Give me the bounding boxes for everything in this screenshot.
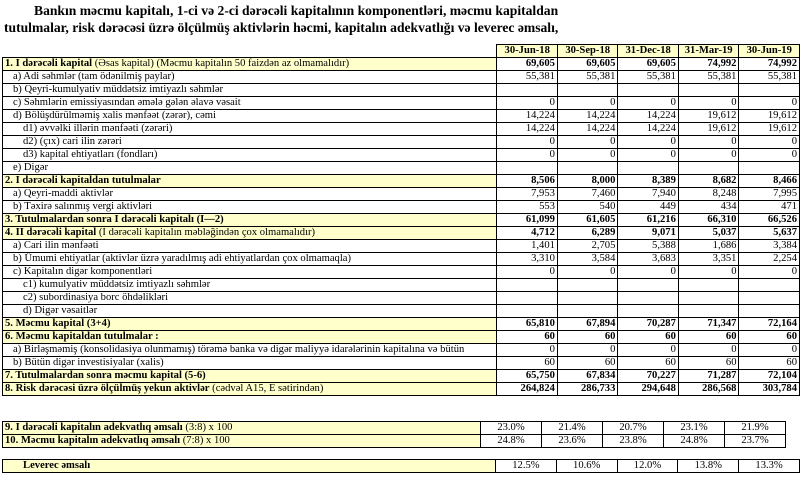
row-label: [3, 84, 497, 97]
row-label-bold: Leverec əmsalı: [23, 460, 91, 471]
row-label-bold: 7. Tutulmalardan sonra məcmu kapital (5-6): [5, 370, 206, 381]
value-cell: 286,568: [678, 383, 739, 396]
row-label: [3, 227, 497, 240]
value-cell: 0: [739, 344, 800, 357]
row-label: [3, 201, 497, 214]
row-label: [3, 162, 497, 175]
row-label: [3, 136, 497, 149]
value-cell: 0: [618, 149, 678, 162]
row-label: [3, 460, 496, 473]
value-cell: 60: [557, 331, 617, 344]
value-cell: 0: [557, 344, 617, 357]
value-cell: 2,705: [557, 240, 617, 253]
value-cell: 303,784: [739, 383, 800, 396]
row-label: [3, 188, 497, 201]
value-cell: 23.8%: [603, 435, 664, 448]
value-cell: 14,224: [497, 123, 557, 136]
value-cell: [557, 162, 617, 175]
title-line-1: Bankın məcmu kapitalı, 1-ci və 2-ci dərəcəli kapitalının komponentləri, məcmu kapitaldan: [34, 3, 559, 18]
row-label: [3, 97, 497, 110]
row-label-text: c) Səhmlərin emissiyasından əmələ gələn əlavə vəsait: [13, 97, 241, 108]
section-row: [3, 370, 800, 383]
value-cell: 8,466: [739, 175, 800, 188]
value-cell: 294,648: [618, 383, 678, 396]
row-label-text: c) Kapitalın digər komponentləri: [13, 266, 153, 277]
value-cell: [557, 305, 617, 318]
row-label-text: (Əsas kapital) (Məcmu kapitalın 50 faizdən az olmamalıdır): [92, 58, 350, 69]
value-cell: 0: [739, 136, 800, 149]
section-row: [3, 331, 800, 344]
value-cell: [739, 292, 800, 305]
row-label: [3, 292, 497, 305]
table-row: [3, 162, 800, 175]
value-cell: 71,347: [678, 318, 739, 331]
table-row: [3, 253, 800, 266]
table-row: [3, 266, 800, 279]
table-row: [3, 136, 800, 149]
row-label-bold: 4. II dərəcəli kapital: [5, 227, 97, 238]
value-cell: 471: [739, 201, 800, 214]
report-title: [4, 2, 794, 36]
row-label-bold: 8. Risk dərəcəsi üzrə ölçülmüş yekun aktivlər: [5, 383, 210, 394]
ratio-row: [3, 435, 786, 448]
row-label-text: a) Qeyri-maddi aktivlər: [13, 188, 114, 199]
value-cell: 3,351: [678, 253, 739, 266]
value-cell: 60: [678, 331, 739, 344]
value-cell: 70,287: [618, 318, 678, 331]
value-cell: 69,605: [557, 58, 617, 71]
value-cell: 0: [557, 136, 617, 149]
value-cell: 23.1%: [664, 422, 725, 435]
value-cell: 0: [678, 344, 739, 357]
value-cell: 449: [618, 201, 678, 214]
row-label-text: d3) kapital ehtiyatları (fondları): [23, 149, 158, 160]
table-row: [3, 84, 800, 97]
row-label-bold: 1. I dərəcəli kapital: [5, 58, 93, 69]
table-row: [3, 149, 800, 162]
value-cell: [678, 84, 739, 97]
value-cell: 19,612: [678, 110, 739, 123]
row-label: [3, 253, 497, 266]
value-cell: 19,612: [739, 110, 800, 123]
row-label-bold: 3. Tutulmalardan sonra I dərəcəli kapitalı (I—2): [5, 214, 224, 225]
value-cell: 24.8%: [481, 435, 542, 448]
row-label-text: (7:8) x 100: [180, 435, 230, 446]
value-cell: 0: [557, 149, 617, 162]
table-row: [3, 240, 800, 253]
table-row: [3, 292, 800, 305]
row-label: [3, 149, 497, 162]
value-cell: 13.8%: [678, 460, 739, 473]
row-label-text: d) Bölüşdürülməmiş xalis mənfəət (zərər), cəmi: [13, 110, 216, 121]
row-label: [3, 370, 497, 383]
table-row: [3, 279, 800, 292]
value-cell: 0: [678, 97, 739, 110]
table-row: [3, 110, 800, 123]
value-cell: 60: [739, 331, 800, 344]
leverage-row: [3, 460, 800, 473]
value-cell: 0: [497, 149, 557, 162]
value-cell: 0: [618, 97, 678, 110]
row-label: [3, 214, 497, 227]
value-cell: 264,824: [497, 383, 557, 396]
value-cell: 7,995: [739, 188, 800, 201]
value-cell: 1,686: [678, 240, 739, 253]
value-cell: 55,381: [739, 71, 800, 84]
value-cell: 69,605: [497, 58, 557, 71]
value-cell: [557, 84, 617, 97]
column-header: 30-Sep-18: [557, 45, 617, 58]
row-label-text: b) Təxirə salınmış vergi aktivləri: [13, 201, 153, 212]
value-cell: 0: [557, 266, 617, 279]
value-cell: 70,227: [618, 370, 678, 383]
value-cell: 12.0%: [617, 460, 678, 473]
value-cell: 14,224: [557, 123, 617, 136]
column-header: 31-Mar-19: [678, 45, 739, 58]
value-cell: 8,682: [678, 175, 739, 188]
section-row: [3, 227, 800, 240]
value-cell: 69,605: [618, 58, 678, 71]
value-cell: 66,526: [739, 214, 800, 227]
value-cell: [618, 279, 678, 292]
value-cell: 0: [497, 344, 557, 357]
leverage-table: [2, 459, 800, 473]
value-cell: 67,894: [557, 318, 617, 331]
value-cell: [557, 292, 617, 305]
value-cell: [618, 162, 678, 175]
value-cell: 72,104: [739, 370, 800, 383]
value-cell: 0: [739, 149, 800, 162]
value-cell: [678, 292, 739, 305]
value-cell: 9,071: [618, 227, 678, 240]
row-label: [3, 318, 497, 331]
value-cell: 3,683: [618, 253, 678, 266]
value-cell: 8,248: [678, 188, 739, 201]
value-cell: 540: [557, 201, 617, 214]
table-row: [3, 344, 800, 357]
value-cell: 19,612: [739, 123, 800, 136]
value-cell: 4,712: [497, 227, 557, 240]
value-cell: [618, 84, 678, 97]
value-cell: 19,612: [678, 123, 739, 136]
value-cell: [678, 305, 739, 318]
column-header-row: [3, 45, 800, 58]
value-cell: 72,164: [739, 318, 800, 331]
value-cell: [618, 292, 678, 305]
value-cell: 10.6%: [556, 460, 617, 473]
value-cell: 23.7%: [725, 435, 786, 448]
value-cell: 12.5%: [496, 460, 557, 473]
table-row: [3, 201, 800, 214]
value-cell: 13.3%: [739, 460, 800, 473]
value-cell: 60: [678, 357, 739, 370]
value-cell: 0: [497, 136, 557, 149]
value-cell: 55,381: [678, 71, 739, 84]
value-cell: 0: [618, 344, 678, 357]
value-cell: 8,506: [497, 175, 557, 188]
row-label-text: c1) kumulyativ müddətsiz imtiyazlı səhmlər: [23, 279, 211, 290]
row-label-text: (I dərəcəli kapitalın məbləğindən çox olmamalıdır): [96, 227, 316, 238]
value-cell: 24.8%: [664, 435, 725, 448]
row-label: [3, 266, 497, 279]
section-row: [3, 58, 800, 71]
table-row: [3, 305, 800, 318]
table-row: [3, 97, 800, 110]
value-cell: 8,000: [557, 175, 617, 188]
value-cell: [497, 305, 557, 318]
value-cell: 0: [739, 97, 800, 110]
value-cell: 3,384: [739, 240, 800, 253]
section-row: [3, 214, 800, 227]
row-label-text: a) Adi səhmlər (tam ödənilmiş paylar): [13, 71, 175, 82]
value-cell: 0: [678, 266, 739, 279]
value-cell: 23.0%: [481, 422, 542, 435]
value-cell: 14,224: [618, 123, 678, 136]
value-cell: 60: [497, 331, 557, 344]
value-cell: 71,287: [678, 370, 739, 383]
value-cell: 6,289: [557, 227, 617, 240]
value-cell: 7,940: [618, 188, 678, 201]
column-header: 31-Dec-18: [618, 45, 678, 58]
ratio-row: [3, 422, 786, 435]
row-label: [3, 357, 497, 370]
row-label-bold: 2. I dərəcəli kapitaldan tutulmalar: [5, 175, 161, 186]
row-label: [3, 383, 497, 396]
value-cell: 74,992: [678, 58, 739, 71]
row-label-text: (cədvəl A15, E sətirindən): [209, 383, 324, 394]
capital-table: [2, 44, 800, 396]
value-cell: 65,750: [497, 370, 557, 383]
row-label-bold: 6. Məcmu kapitaldan tutulmalar :: [5, 331, 159, 342]
value-cell: [497, 162, 557, 175]
value-cell: 60: [618, 331, 678, 344]
value-cell: 8,389: [618, 175, 678, 188]
row-label: [3, 435, 481, 448]
value-cell: 0: [678, 149, 739, 162]
row-label-text: d1) əvvəlki illərin mənfəəti (zərəri): [23, 123, 173, 134]
table-row: [3, 71, 800, 84]
title-line-2: tutulmalar, risk dərəcəsi üzrə ölçülmüş aktivlərin həcmi, kapitalın adekvatlığı və leverec əmsalı,: [4, 20, 559, 35]
value-cell: 5,637: [739, 227, 800, 240]
value-cell: 60: [618, 357, 678, 370]
value-cell: [497, 279, 557, 292]
value-cell: [739, 305, 800, 318]
table-row: [3, 123, 800, 136]
row-label: [3, 71, 497, 84]
value-cell: 21.4%: [542, 422, 603, 435]
value-cell: 14,224: [497, 110, 557, 123]
value-cell: 23.6%: [542, 435, 603, 448]
column-header: 30-Jun-18: [497, 45, 557, 58]
value-cell: 5,388: [618, 240, 678, 253]
row-label-text: a) Birləşməmiş (konsolidasiya olunmamış) törəmə banka və digər maliyyə idarələrinin kapitalına və bütün: [13, 344, 465, 355]
value-cell: [618, 305, 678, 318]
value-cell: [678, 279, 739, 292]
value-cell: 61,216: [618, 214, 678, 227]
value-cell: [739, 279, 800, 292]
row-label-text: a) Cari ilin mənfəəti: [13, 240, 99, 251]
value-cell: 55,381: [618, 71, 678, 84]
value-cell: 5,037: [678, 227, 739, 240]
value-cell: 14,224: [618, 110, 678, 123]
row-label: [3, 58, 497, 71]
value-cell: 7,460: [557, 188, 617, 201]
row-label-text: c2) subordinasiya borc öhdəlikləri: [23, 292, 169, 303]
value-cell: 7,953: [497, 188, 557, 201]
value-cell: 3,584: [557, 253, 617, 266]
value-cell: 60: [557, 357, 617, 370]
row-label: [3, 123, 497, 136]
value-cell: [497, 292, 557, 305]
value-cell: 60: [497, 357, 557, 370]
row-label-text: b) Ümumi ehtiyatlar (aktivlər üzrə yaradılmış adi ehtiyatlardan çox olmamaqla): [13, 253, 351, 264]
value-cell: 2,254: [739, 253, 800, 266]
value-cell: 61,099: [497, 214, 557, 227]
row-label-bold: 9. I dərəcəli kapitalın adekvatlıq əmsalı: [5, 422, 183, 433]
value-cell: 60: [739, 357, 800, 370]
row-label-text: d2) (çıx) cari ilin zərəri: [23, 136, 122, 147]
section-row: [3, 383, 800, 396]
row-label-text: e) Digər: [13, 162, 48, 173]
value-cell: 0: [557, 97, 617, 110]
adequacy-ratio-table: [2, 421, 786, 448]
value-cell: [557, 279, 617, 292]
value-cell: 67,834: [557, 370, 617, 383]
table-row: [3, 357, 800, 370]
value-cell: 3,310: [497, 253, 557, 266]
value-cell: [497, 84, 557, 97]
row-label: [3, 422, 481, 435]
row-label: [3, 331, 497, 344]
value-cell: 0: [739, 266, 800, 279]
row-label: [3, 240, 497, 253]
value-cell: 0: [618, 136, 678, 149]
value-cell: 0: [678, 136, 739, 149]
row-label: [3, 279, 497, 292]
column-header: 30-Jun-19: [739, 45, 800, 58]
row-label-text: (3:8) x 100: [182, 422, 233, 433]
row-label-bold: 5. Məcmu kapital (3+4): [5, 318, 111, 329]
value-cell: 0: [497, 97, 557, 110]
value-cell: 0: [497, 266, 557, 279]
value-cell: 1,401: [497, 240, 557, 253]
row-label: [3, 305, 497, 318]
value-cell: 21.9%: [725, 422, 786, 435]
section-row: [3, 318, 800, 331]
row-label: [3, 175, 497, 188]
value-cell: 55,381: [497, 71, 557, 84]
value-cell: 0: [618, 266, 678, 279]
value-cell: 553: [497, 201, 557, 214]
section-row: [3, 175, 800, 188]
row-label-bold: 10. Məcmu kapitalın adekvatlıq əmsalı: [5, 435, 181, 446]
row-label: [3, 344, 497, 357]
value-cell: 66,310: [678, 214, 739, 227]
row-label: [3, 110, 497, 123]
value-cell: 65,810: [497, 318, 557, 331]
table-row: [3, 188, 800, 201]
value-cell: [739, 84, 800, 97]
row-label-text: b) Bütün digər investisiyalar (xalis): [13, 357, 164, 368]
value-cell: 61,605: [557, 214, 617, 227]
row-label-text: b) Qeyri-kumulyativ müddətsiz imtiyazlı səhmlər: [13, 84, 224, 95]
value-cell: 14,224: [557, 110, 617, 123]
value-cell: 20.7%: [603, 422, 664, 435]
value-cell: [678, 162, 739, 175]
value-cell: 286,733: [557, 383, 617, 396]
value-cell: 55,381: [557, 71, 617, 84]
value-cell: [739, 162, 800, 175]
value-cell: 434: [678, 201, 739, 214]
row-label-text: d) Digər vəsaitlər: [23, 305, 98, 316]
value-cell: 74,992: [739, 58, 800, 71]
